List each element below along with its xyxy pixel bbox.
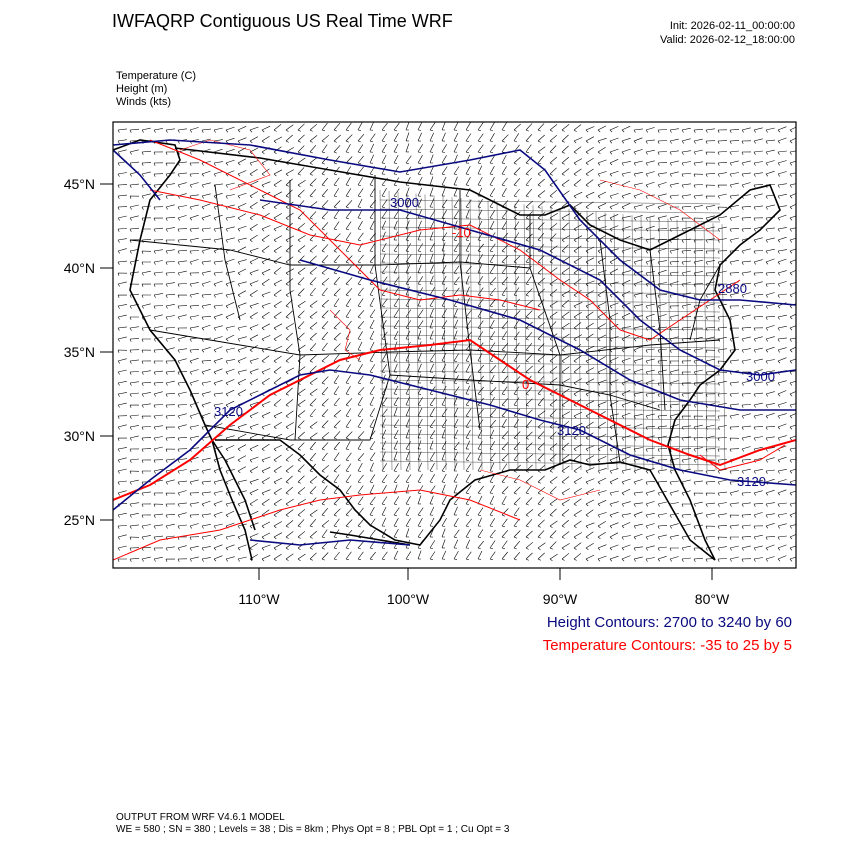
temperature-label: 0 bbox=[522, 377, 530, 392]
lat-label-30: 30°N bbox=[63, 428, 95, 444]
legend-height: Height Contours: 2700 to 3240 by 60 bbox=[546, 614, 792, 631]
lon-label-80: 80°W bbox=[694, 591, 730, 607]
init-time: Init: 2026-02-11_00:00:00 bbox=[669, 20, 795, 32]
lat-label-25: 25°N bbox=[63, 512, 95, 528]
height-label: 3120 bbox=[557, 423, 586, 438]
height-label: 3000 bbox=[746, 369, 775, 384]
axis-ticks bbox=[100, 184, 712, 580]
lat-label-35: 35°N bbox=[63, 344, 95, 360]
valid-time: Valid: 2026-02-12_18:00:00 bbox=[660, 34, 795, 46]
legend-temperature: Temperature Contours: -35 to 25 by 5 bbox=[542, 637, 792, 654]
field-label-winds: Winds (kts) bbox=[116, 96, 171, 108]
lat-label-40: 40°N bbox=[63, 260, 95, 276]
height-label: 3120 bbox=[737, 474, 766, 489]
lon-label-100: 100°W bbox=[386, 591, 430, 607]
footer-model: OUTPUT FROM WRF V4.6.1 MODEL bbox=[116, 812, 285, 823]
lon-label-110: 110°W bbox=[238, 591, 280, 607]
height-label: 3120 bbox=[214, 404, 243, 419]
height-label: 3000 bbox=[390, 195, 419, 210]
footer-config: WE = 580 ; SN = 380 ; Levels = 38 ; Dis = 8km ; Phys Opt = 8 ; PBL Opt = 1 ; Cu Opt = 3 bbox=[116, 824, 510, 835]
field-label-height: Height (m) bbox=[116, 83, 168, 95]
height-label: 2880 bbox=[718, 281, 747, 296]
lon-label-90: 90°W bbox=[542, 591, 578, 607]
lat-label-45: 45°N bbox=[63, 176, 95, 192]
map-title: IWFAQRP Contiguous US Real Time WRF bbox=[112, 11, 453, 31]
field-label-temperature: Temperature (C) bbox=[116, 70, 197, 82]
temperature-label: -10 bbox=[452, 225, 471, 240]
